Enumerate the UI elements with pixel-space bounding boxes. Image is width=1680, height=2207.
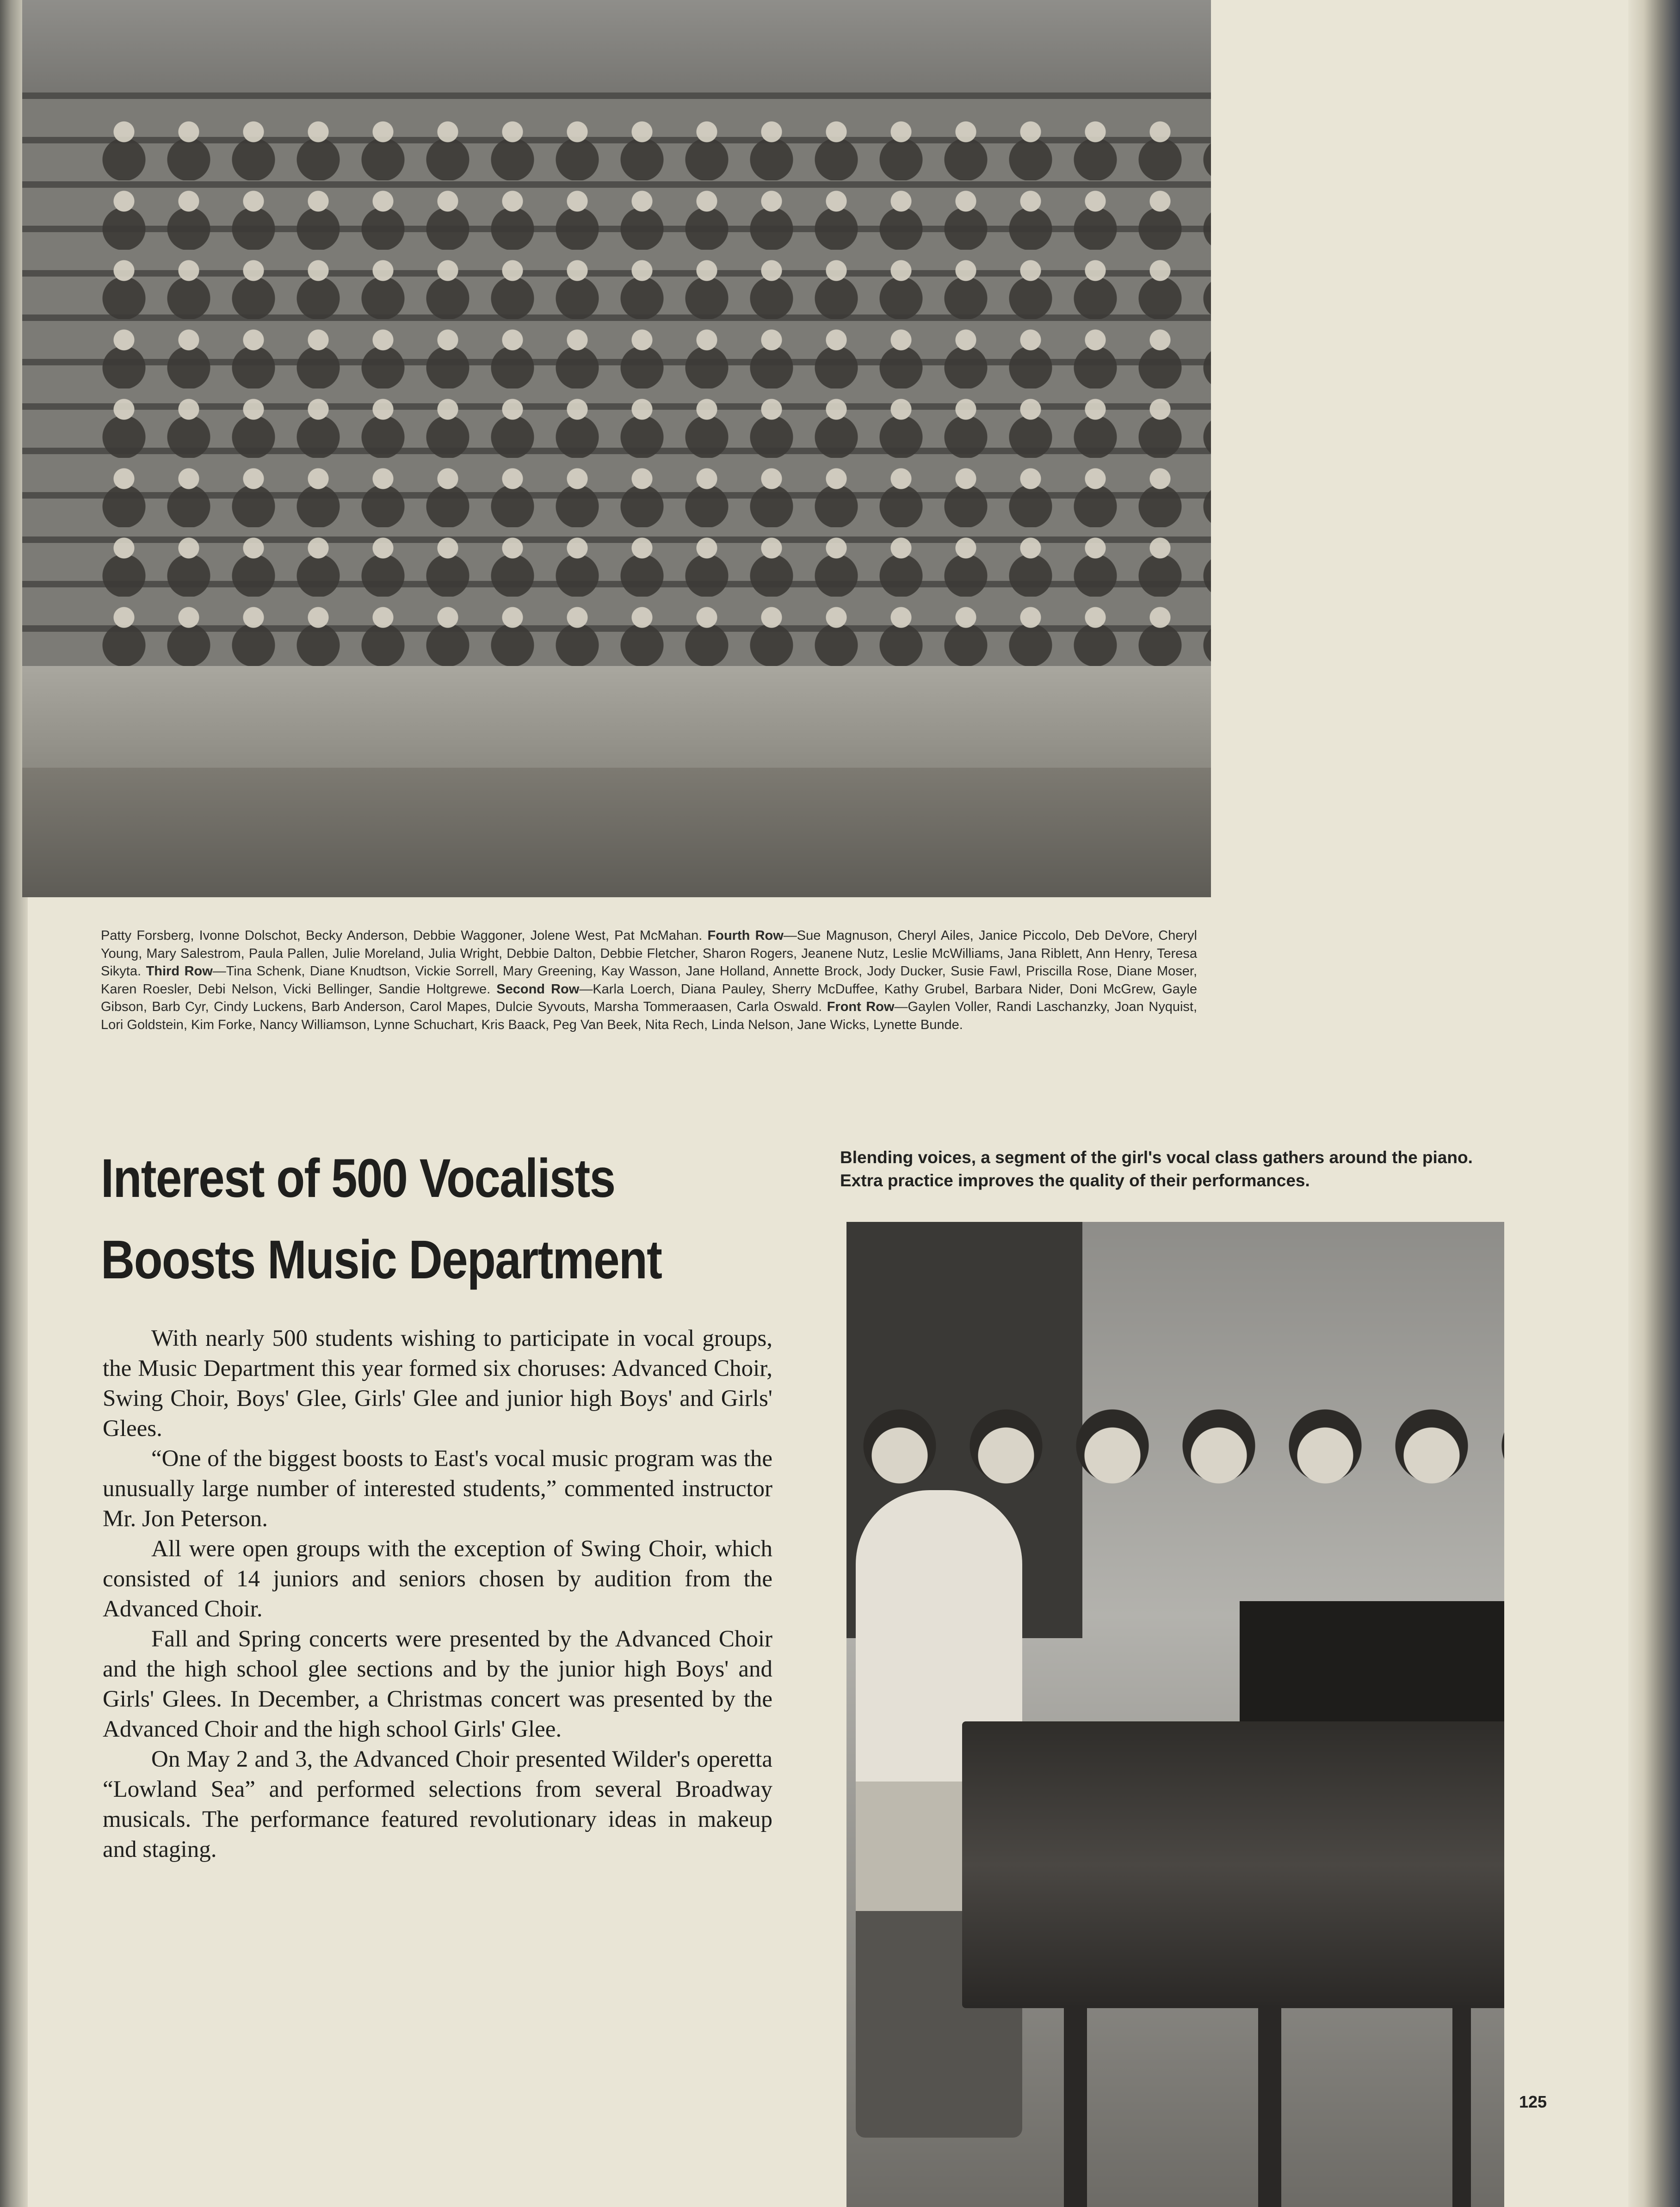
article-paragraph: With nearly 500 students wishing to participate in vocal groups, the Music Department this year formed six choruses: Advanced Choir, Swing Choir, Boys' Glee, Girls' Glee and junior high Boys' and Girls' Glees. xyxy=(103,1325,772,1442)
caption-front-row: Gaylen Voller, Randi Laschanzky, Joan Nyquist, Lori Goldstein, Kim Forke, Nancy Williamson, Lynne Schuchart, Kris Baack, Peg Van Beek, Nita Rech, Linda Nelson, Jane Wicks, Lynette Bunde. xyxy=(101,999,1198,1032)
row-label-third: Third Row xyxy=(146,964,213,979)
girls-glee-group-photo xyxy=(22,0,1211,897)
article-paragraph: Fall and Spring concerts were presented by the Advanced Choir and the high school glee sections and by the junior high Boys' and Girls' Glees. In December, a Christmas concert was presented by the Advanced Choir and the high school Girls' Glee. xyxy=(103,1626,772,1742)
caption-top-row: Patty Forsberg, Ivonne Dolschot, Becky Anderson, Debbie Waggoner, Jolene West, Pat McMahan. xyxy=(101,928,703,943)
headline-line-2: Boosts Music Department xyxy=(101,1229,662,1290)
group-photo-caption: Patty Forsberg, Ivonne Dolschot, Becky Anderson, Debbie Waggoner, Jolene West, Pat McMahan. Fourth Row—Sue Magnuson, Cheryl Ailes, Janice Piccolo, Deb DeVore, Cheryl Young, Mary Salestrom, Paula Pallen, Julie Moreland, Julia Wright, Debbie Dalton, Debbie Fletcher, Sharon Rogers, Jeanene Nutz, Leslie McWilliams, Jana Riblett, Ann Henry, Teresa Sikyta. Third Row—Tina Schenk, Diane Knudtson, Vickie Sorrell, Mary Greening, Kay Wasson, Jane Holland, Annette Brock, Jody Ducker, Susie Fawl, Priscilla Rose, Diane Moser, Karen Roesler, Debi Nelson, Vicki Bellinger, Sandie Holtgrewe. Second Row—Karla Loerch, Diana Pauley, Sherry McDuffee, Kathy Grubel, Barbara Nider, Doni McGrew, Gayle Gibson, Barb Cyr, Cindy Luckens, Barb Anderson, Carol Mapes, Dulcie Syvouts, Marsha Tommeraasen, Carla Oswald. Front Row—Gaylen Voller, Randi Laschanzky, Joan Nyquist, Lori Goldstein, Kim Forke, Nancy Williamson, Lynne Schuchart, Kris Baack, Peg Van Beek, Nita Rech, Linda Nelson, Jane Wicks, Lynette Bunde. xyxy=(101,928,1198,1032)
gym-wall xyxy=(22,0,1211,92)
piano-legs xyxy=(1008,2008,1471,2207)
row-label-second: Second Row xyxy=(496,981,580,997)
article-paragraph: On May 2 and 3, the Advanced Choir presented Wilder's operetta “Lowland Sea” and performed selections from several Broadway musicals. The performance featured revolutionary ideas in makeup and staging. xyxy=(103,1746,772,1862)
article-body xyxy=(103,1324,772,1865)
caption-third-row: Tina Schenk, Diane Knudtson, Vickie Sorrell, Mary Greening, Kay Wasson, Jane Holland, Annette Brock, Jody Ducker, Susie Fawl, Priscilla Rose, Diane Moser, Karen Roesler, Debi Nelson, Vicki Bellinger, Sandie Holtgrewe. xyxy=(101,964,1197,997)
row-label-fourth: Fourth Row xyxy=(707,928,784,943)
front-bench xyxy=(22,666,1211,768)
article-paragraph: All were open groups with the exception of Swing Choir, which consisted of 14 juniors and seniors chosen by audition from the Advanced Choir. xyxy=(103,1536,772,1622)
page-number: 125 xyxy=(1519,2092,1547,2111)
grand-piano xyxy=(962,1721,1504,2008)
caption-second-row: Karla Loerch, Diana Pauley, Sherry McDuffee, Kathy Grubel, Barbara Nider, Doni McGrew, Gayle Gibson, Barb Cyr, Cindy Luckens, Barb Anderson, Carol Mapes, Dulcie Syvouts, Marsha Tommeraasen, Carla Oswald. xyxy=(101,981,1198,1014)
headline-line-1: Interest of 500 Vocalists xyxy=(101,1148,615,1209)
gym-floor xyxy=(22,768,1211,897)
article-headline xyxy=(101,1138,682,1301)
caption-fourth-row: Sue Magnuson, Cheryl Ailes, Janice Piccolo, Deb DeVore, Cheryl Young, Mary Salestrom, Paula Pallen, Julie Moreland, Julia Wright, Debbie Dalton, Debbie Fletcher, Sharon Rogers, Jeanene Nutz, Leslie McWilliams, Jana Riblett, Ann Henry, Teresa Sikyta. xyxy=(101,928,1197,979)
piano-music-stand xyxy=(1240,1601,1504,1740)
article-paragraph: “One of the biggest boosts to East's vocal music program was the unusually large number of interested students,” commented instructor Mr. Jon Peterson. xyxy=(103,1446,772,1532)
row-label-front: Front Row xyxy=(827,999,895,1014)
page-edge xyxy=(1628,0,1680,2207)
piano-photo xyxy=(846,1222,1504,2207)
piano-photo-caption: Blending voices, a segment of the girl's vocal class gathers around the piano. Extra practice improves the quality of their performances. xyxy=(840,1148,1473,1190)
choir-members xyxy=(92,111,1211,689)
